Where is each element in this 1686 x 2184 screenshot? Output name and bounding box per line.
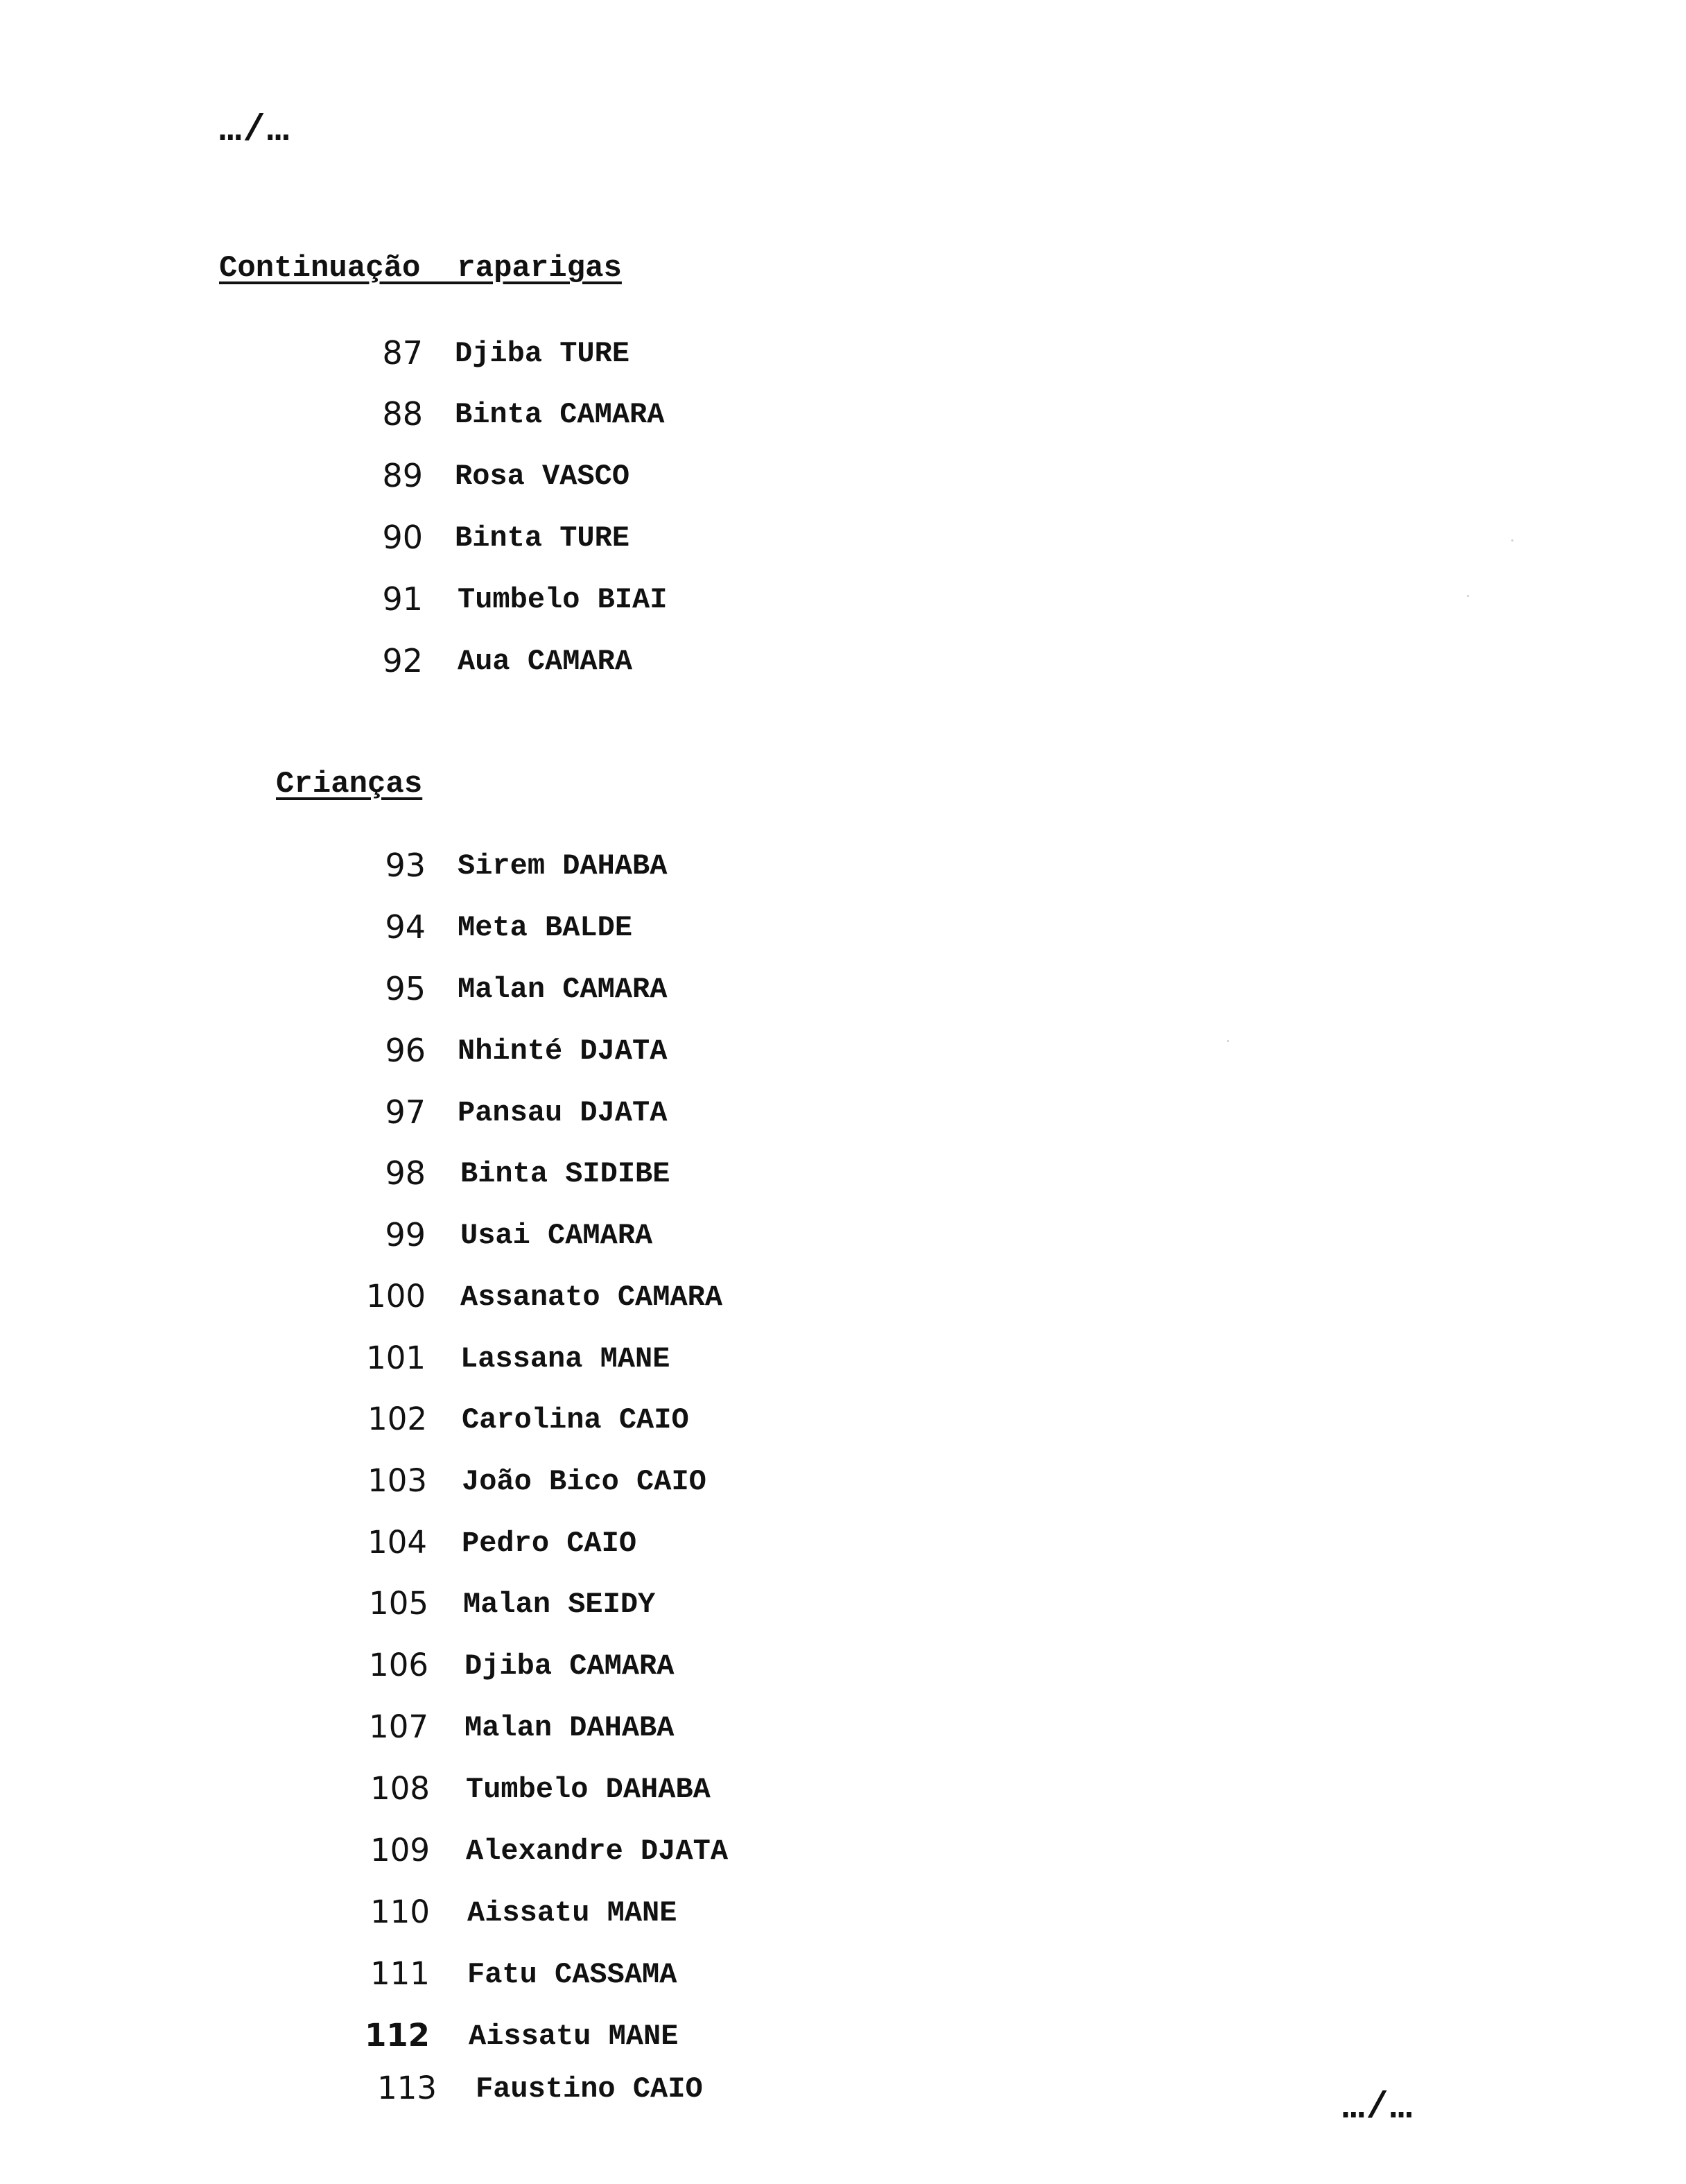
list-item — [349, 1340, 835, 1381]
entry-number: 96 — [385, 1032, 426, 1069]
entry-number: 101 — [366, 1340, 426, 1376]
list-item — [360, 2070, 846, 2111]
entry-number: 98 — [385, 1154, 426, 1192]
entry-name: Rosa VASCO — [455, 460, 630, 493]
entry-number: 105 — [369, 1585, 428, 1622]
entry-number: 94 — [385, 908, 426, 946]
entry-number: 97 — [385, 1093, 426, 1131]
list-item — [351, 1524, 836, 1566]
list-item — [347, 457, 770, 499]
entry-name: Lassana MANE — [460, 1342, 670, 1376]
entry-number: 110 — [370, 1893, 430, 1930]
entry-number: 99 — [385, 1216, 426, 1254]
list-item — [347, 642, 770, 684]
list-item — [354, 1770, 839, 1812]
entry-number: 104 — [367, 1524, 427, 1561]
scan-speck — [1467, 595, 1469, 597]
list-item — [352, 1585, 837, 1627]
entry-name: Nhinté DJATA — [458, 1034, 668, 1068]
entry-number: 102 — [367, 1401, 427, 1437]
entry-name: Djiba TURE — [455, 337, 630, 370]
continuation-mark-bottom: …/… — [1342, 2087, 1414, 2129]
list-item — [349, 970, 835, 1012]
section-heading-criancas: Crianças — [276, 767, 423, 801]
list-item — [352, 1708, 837, 1750]
entry-name: Sirem DAHABA — [458, 849, 668, 883]
entry-number: 91 — [382, 580, 423, 618]
entry-number: 106 — [369, 1647, 428, 1683]
entry-number: 90 — [382, 519, 423, 556]
entry-name: Binta TURE — [455, 521, 630, 555]
list-item — [349, 1216, 835, 1258]
scan-speck — [1227, 1040, 1229, 1042]
list-item — [352, 1647, 837, 1688]
entry-name: Meta BALDE — [458, 911, 633, 944]
entry-number: 89 — [382, 457, 423, 494]
list-item — [351, 1462, 836, 1504]
entry-number: 108 — [370, 1770, 430, 1807]
list-item — [349, 1278, 835, 1319]
entry-name: Binta CAMARA — [455, 398, 665, 431]
entry-number: 109 — [370, 1832, 430, 1869]
entry-name: Malan SEIDY — [463, 1588, 656, 1621]
section-heading-raparigas: Continuação raparigas — [219, 251, 622, 286]
entry-name: Fatu CASSAMA — [467, 1958, 677, 1991]
entry-number: 111 — [370, 1955, 430, 1992]
list-item — [349, 1154, 835, 1196]
entry-name: Faustino CAIO — [476, 2072, 703, 2106]
list-item — [347, 334, 770, 376]
continuation-mark-top: …/… — [219, 110, 291, 152]
entry-name: Pansau DJATA — [458, 1096, 668, 1129]
entry-name: Aua CAMARA — [458, 645, 633, 678]
list-item — [354, 1955, 839, 1997]
entry-name: Binta SIDIBE — [460, 1157, 670, 1190]
entry-name: Assanato CAMARA — [460, 1281, 723, 1314]
list-item — [347, 395, 770, 437]
entry-name: Usai CAMARA — [460, 1219, 653, 1252]
entry-number: 103 — [367, 1462, 427, 1499]
list-item — [349, 847, 835, 888]
list-item — [354, 1893, 839, 1935]
entry-name: João Bico CAIO — [462, 1465, 706, 1498]
entry-name: Pedro CAIO — [462, 1527, 637, 1560]
entry-name: Aissatu MANE — [469, 2020, 679, 2053]
entry-number: 107 — [369, 1708, 428, 1745]
entry-number: 88 — [382, 395, 423, 433]
list-item — [347, 519, 770, 560]
entry-name: Tumbelo BIAI — [458, 583, 668, 616]
list-item — [354, 1832, 839, 1873]
list-item — [347, 580, 770, 622]
list-item — [354, 2017, 839, 2059]
entry-name: Tumbelo DAHABA — [466, 1773, 711, 1806]
list-item — [349, 1093, 835, 1135]
entry-number: 92 — [382, 642, 423, 679]
entry-number: 93 — [385, 847, 426, 884]
entry-name: Djiba CAMARA — [464, 1649, 675, 1683]
list-item — [351, 1401, 836, 1442]
entry-name: Malan DAHABA — [464, 1711, 675, 1744]
entry-name: Malan CAMARA — [458, 973, 668, 1006]
entry-number: 95 — [385, 970, 426, 1007]
scan-speck — [1511, 539, 1513, 541]
entry-number: 87 — [382, 334, 423, 372]
entry-number: 100 — [366, 1278, 426, 1315]
entry-name: Aissatu MANE — [467, 1896, 677, 1930]
entry-number: 112 — [365, 2017, 430, 2054]
list-item — [349, 1032, 835, 1073]
entry-name: Alexandre DJATA — [466, 1835, 729, 1868]
entry-name: Carolina CAIO — [462, 1403, 689, 1437]
list-item — [349, 908, 835, 950]
entry-number: 113 — [377, 2070, 437, 2106]
